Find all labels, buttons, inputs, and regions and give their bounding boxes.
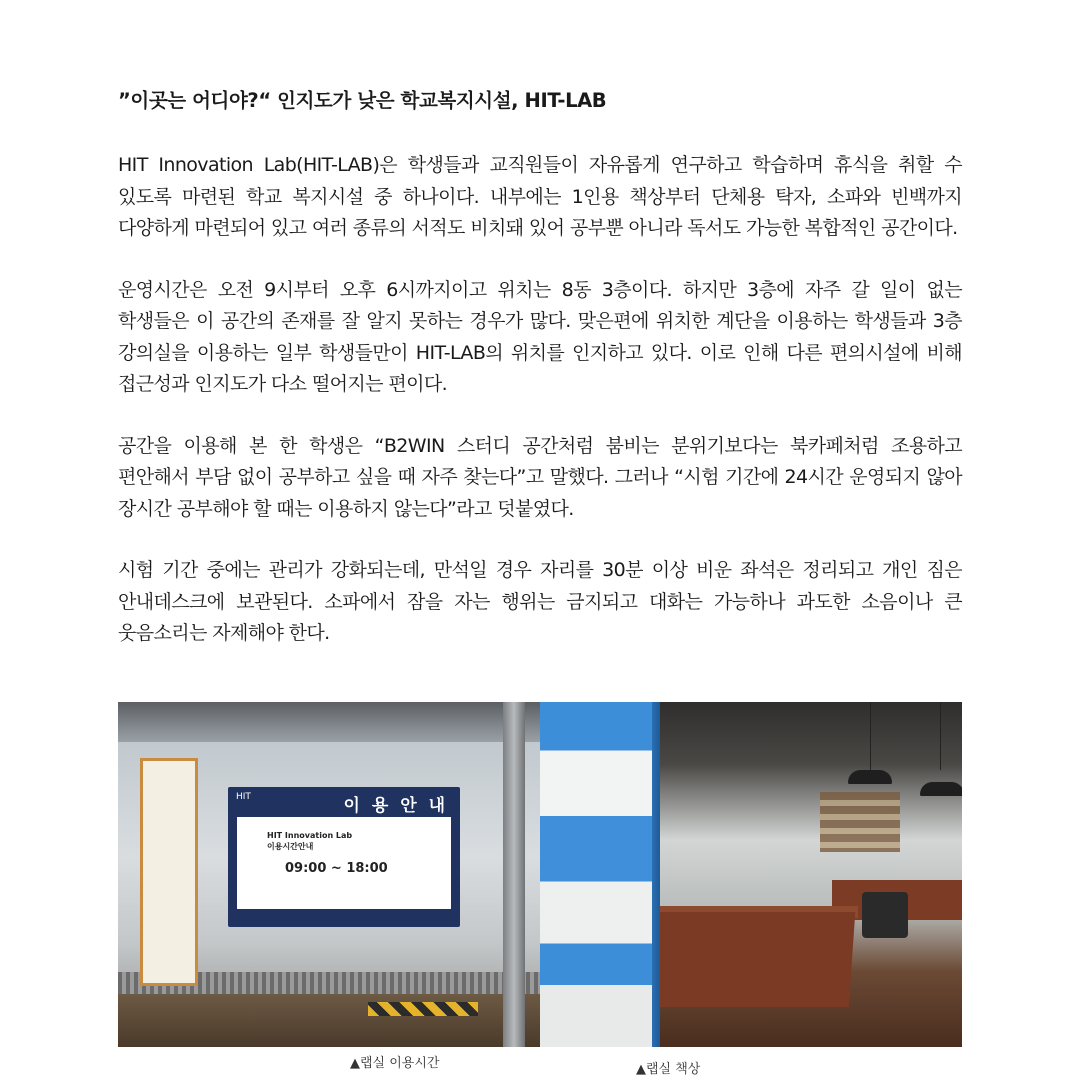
sign-hours-card: [237, 817, 451, 909]
photo-lab-desks: [540, 702, 962, 1047]
info-sign: [228, 787, 460, 927]
chair: [862, 892, 908, 938]
striped-wall: [540, 702, 660, 1047]
article-title: ”이곳는 어디야?“ 인지도가 낮은 학교복지시설, HIT-LAB: [118, 89, 607, 112]
sign-card-subtitle: 이용시간안내: [267, 842, 314, 851]
photo-lab-hours: [118, 702, 540, 1047]
pendant-lamp: [920, 782, 962, 796]
sign-logo: HIT: [236, 792, 251, 802]
article-paragraph-2: 운영시간은 오전 9시부터 오후 6시까지이고 위치는 8동 3층이다. 하지만 3층에 자주 갈 일이 없는 학생들은 이 공간의 존재를 잘 알지 못하는 경우가 많다. 맞은편에 위치한 계단을 이용하는 학생들과 3층 강의실을 이용하는 일부 학생들만이 HIT-LAB의 위치를 인지하고 있다. 이로 인해 다른 편의시설에 비해 접근성과 인지도가 다소 떨어지는 편이다.: [118, 278, 962, 395]
caption-lab-desks: ▲랩실 책상: [636, 1062, 701, 1077]
sign-card-lab-name: HIT Innovation Lab: [267, 831, 353, 840]
article: [118, 86, 962, 680]
article-paragraph-4: 시험 기간 중에는 관리가 강화되는데, 만석일 경우 자리를 30분 이상 비운 좌석은 정리되고 개인 짐은 안내데스크에 보관된다. 소파에서 잠을 자는 행위는 금지되고 대화는 가능하나 과도한 소음이나 큰 웃음소리는 자제해야 한다.: [118, 559, 962, 644]
metal-pillar: [503, 702, 525, 1047]
side-poster: [140, 758, 198, 986]
article-paragraph-3: 공간을 이용해 본 한 학생은 “B2WIN 스터디 공간처럼 붐비는 분위기보다는 북카페처럼 조용하고 편안해서 부담 없이 공부하고 싶을 때 자주 찾는다”고 말했다. 그러나 “시험 기간에 24시간 운영되지 않아 장시간 공부해야 할 때는 이용하지 않는다”라고 덧붙였다.: [118, 434, 962, 520]
hazard-stripe: [368, 1002, 478, 1016]
caption-lab-hours: ▲랩실 이용시간: [350, 1056, 440, 1071]
photo-captions: [0, 1050, 1080, 1080]
article-paragraph-1: HIT Innovation Lab(HIT-LAB)은 학생들과 교직원들이 자유롭게 연구하고 학습하며 휴식을 취할 수 있도록 마련된 학교 복지시설 중 하나이다. 내부에는 1인용 책상부터 단체용 탁자, 소파와 빈백까지 다양하게 마련되어 있고 여러 종류의 서적도 비치돼 있어 공부뿐 아니라 독서도 가능한 복합적인 공간이다.: [118, 154, 962, 239]
pendant-lamp: [848, 770, 892, 784]
bookshelves: [820, 792, 900, 852]
sign-card-hours: 09:00 ~ 18:00: [285, 861, 388, 876]
sign-title: 이 용 안 내: [343, 796, 448, 816]
photo-row: [118, 702, 962, 1047]
